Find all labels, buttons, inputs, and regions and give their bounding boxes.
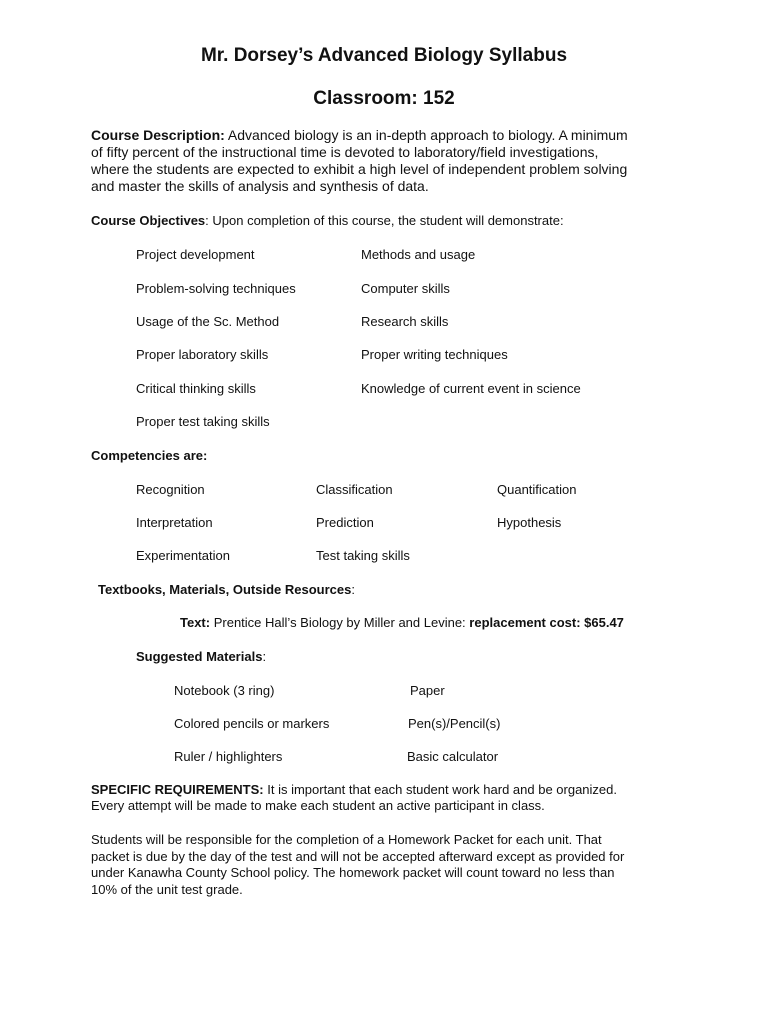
objective-item: Critical thinking skills <box>136 381 256 396</box>
homework-line: 10% of the unit test grade. <box>91 881 243 897</box>
course-description-line: of fifty percent of the instructional time is devoted to laboratory/field investigations, <box>91 144 599 160</box>
textbook-line <box>180 615 624 630</box>
competencies-label: Competencies are: <box>91 448 208 463</box>
material-item: Ruler / highlighters <box>174 749 283 764</box>
homework-line: under Kanawha County School policy. The homework packet will count toward no less than <box>91 865 615 880</box>
course-objectives-intro <box>91 213 564 228</box>
objective-item: Methods and usage <box>361 247 476 262</box>
material-item: Pen(s)/Pencil(s) <box>408 716 501 731</box>
objective-item: Computer skills <box>361 281 450 296</box>
objective-item: Proper test taking skills <box>136 414 270 429</box>
textbooks-colon: : <box>351 582 355 597</box>
material-item: Notebook (3 ring) <box>174 683 275 698</box>
objective-item: Problem-solving techniques <box>136 281 296 296</box>
competency-item: Hypothesis <box>497 515 562 530</box>
material-item: Basic calculator <box>407 749 499 764</box>
course-objectives-text: : Upon completion of this course, the student will demonstrate: <box>205 213 564 228</box>
objective-item: Proper writing techniques <box>361 347 508 362</box>
competency-item: Test taking skills <box>316 548 410 563</box>
requirements-line: Every attempt will be made to make each student an active participant in class. <box>91 798 545 813</box>
course-description-line: where the students are expected to exhibit a high level of independent problem solving <box>91 161 628 177</box>
objective-item: Research skills <box>361 314 449 329</box>
competency-item: Interpretation <box>136 515 213 530</box>
objective-item: Proper laboratory skills <box>136 347 269 362</box>
replacement-cost: replacement cost: $65.47 <box>469 615 624 630</box>
objective-item: Project development <box>136 247 255 262</box>
text-value: Prentice Hall’s Biology by Miller and Levine: <box>210 615 470 630</box>
competency-item: Quantification <box>497 482 577 497</box>
homework-line: packet is due by the day of the test and will not be accepted afterward except as provided for <box>91 848 625 864</box>
classroom-heading: Classroom: 152 <box>313 88 455 109</box>
material-item: Colored pencils or markers <box>174 716 330 731</box>
competency-item: Prediction <box>316 515 374 530</box>
textbooks-label: Textbooks, Materials, Outside Resources <box>98 582 352 597</box>
competencies-heading <box>91 448 207 463</box>
course-description-line: and master the skills of analysis and synthesis of data. <box>91 178 429 194</box>
competency-item: Recognition <box>136 482 205 497</box>
course-description-label: Course Description: <box>91 127 225 143</box>
suggested-materials-label: Suggested Materials <box>136 649 263 664</box>
course-description <box>91 127 628 195</box>
text-label: Text: <box>180 615 211 630</box>
specific-requirements <box>91 782 617 814</box>
page-title: Mr. Dorsey’s Advanced Biology Syllabus <box>200 45 568 66</box>
suggested-materials-heading <box>136 649 266 664</box>
homework-line: Students will be responsible for the completion of a Homework Packet for each unit. That <box>91 832 602 847</box>
course-description-line: Advanced biology is an in-depth approach to biology. A minimum <box>224 127 628 143</box>
requirements-line: It is important that each student work hard and be organized. <box>263 782 617 797</box>
objective-item: Knowledge of current event in science <box>361 381 581 396</box>
material-item: Paper <box>410 683 445 698</box>
requirements-label: SPECIFIC REQUIREMENTS: <box>91 782 264 797</box>
homework-paragraph <box>91 832 624 898</box>
competency-item: Experimentation <box>136 548 230 563</box>
objective-item: Usage of the Sc. Method <box>136 314 280 329</box>
competency-item: Classification <box>316 482 393 497</box>
suggested-materials-colon: : <box>262 649 267 664</box>
textbooks-heading <box>98 582 355 597</box>
course-objectives-label: Course Objectives <box>91 213 206 228</box>
